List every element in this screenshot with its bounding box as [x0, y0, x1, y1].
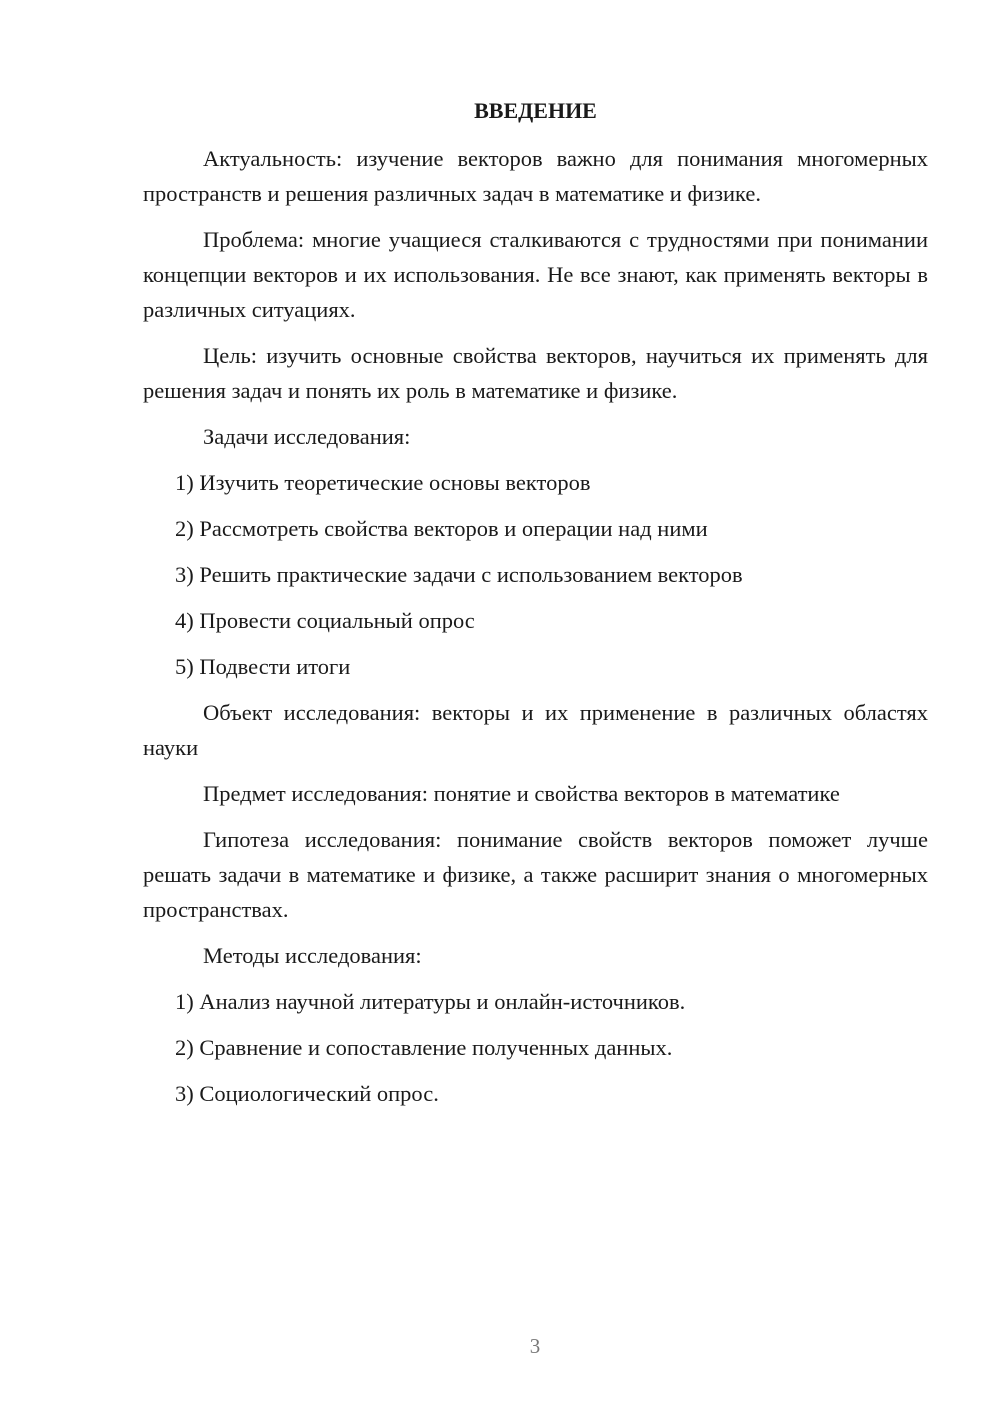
- list-item: 3) Социологический опрос.: [175, 1081, 439, 1106]
- relevance-paragraph: Актуальность: изучение векторов важно для понимания многомерных пространств и решения различных задач в математике и физике.: [143, 146, 928, 206]
- list-item: 2) Рассмотреть свойства векторов и операции над ними: [175, 516, 708, 541]
- list-item: 2) Сравнение и сопоставление полученных данных.: [175, 1035, 673, 1060]
- document-body: [143, 95, 928, 1122]
- problem-paragraph: Проблема: многие учащиеся сталкиваются с трудностями при понимании концепции векторов и их использования. Не все знают, как применять векторы в различных ситуациях.: [143, 227, 928, 322]
- list-item: 1) Анализ научной литературы и онлайн-источников.: [175, 989, 686, 1014]
- subject-paragraph: Предмет исследования: понятие и свойства векторов в математике: [203, 781, 840, 806]
- tasks-list: [143, 465, 928, 684]
- tasks-heading: Задачи исследования:: [203, 424, 411, 449]
- hypothesis-paragraph: Гипотеза исследования: понимание свойств векторов поможет лучше решать задачи в математике и физике, а также расширит знания о многомерных пространствах.: [143, 827, 928, 922]
- methods-list: [143, 984, 928, 1111]
- list-item: 3) Решить практические задачи с использованием векторов: [175, 562, 743, 587]
- list-item: 1) Изучить теоретические основы векторов: [175, 470, 591, 495]
- section-title: ВВЕДЕНИЕ: [474, 98, 597, 123]
- list-item: 4) Провести социальный опрос: [175, 608, 475, 633]
- object-paragraph: Объект исследования: векторы и их применение в различных областях науки: [143, 700, 928, 760]
- page-number: 3: [529, 1334, 541, 1358]
- methods-heading: Методы исследования:: [203, 943, 422, 968]
- list-item: 5) Подвести итоги: [175, 654, 351, 679]
- goal-paragraph: Цель: изучить основные свойства векторов, научиться их применять для решения задач и понять их роль в математике и физике.: [143, 343, 928, 403]
